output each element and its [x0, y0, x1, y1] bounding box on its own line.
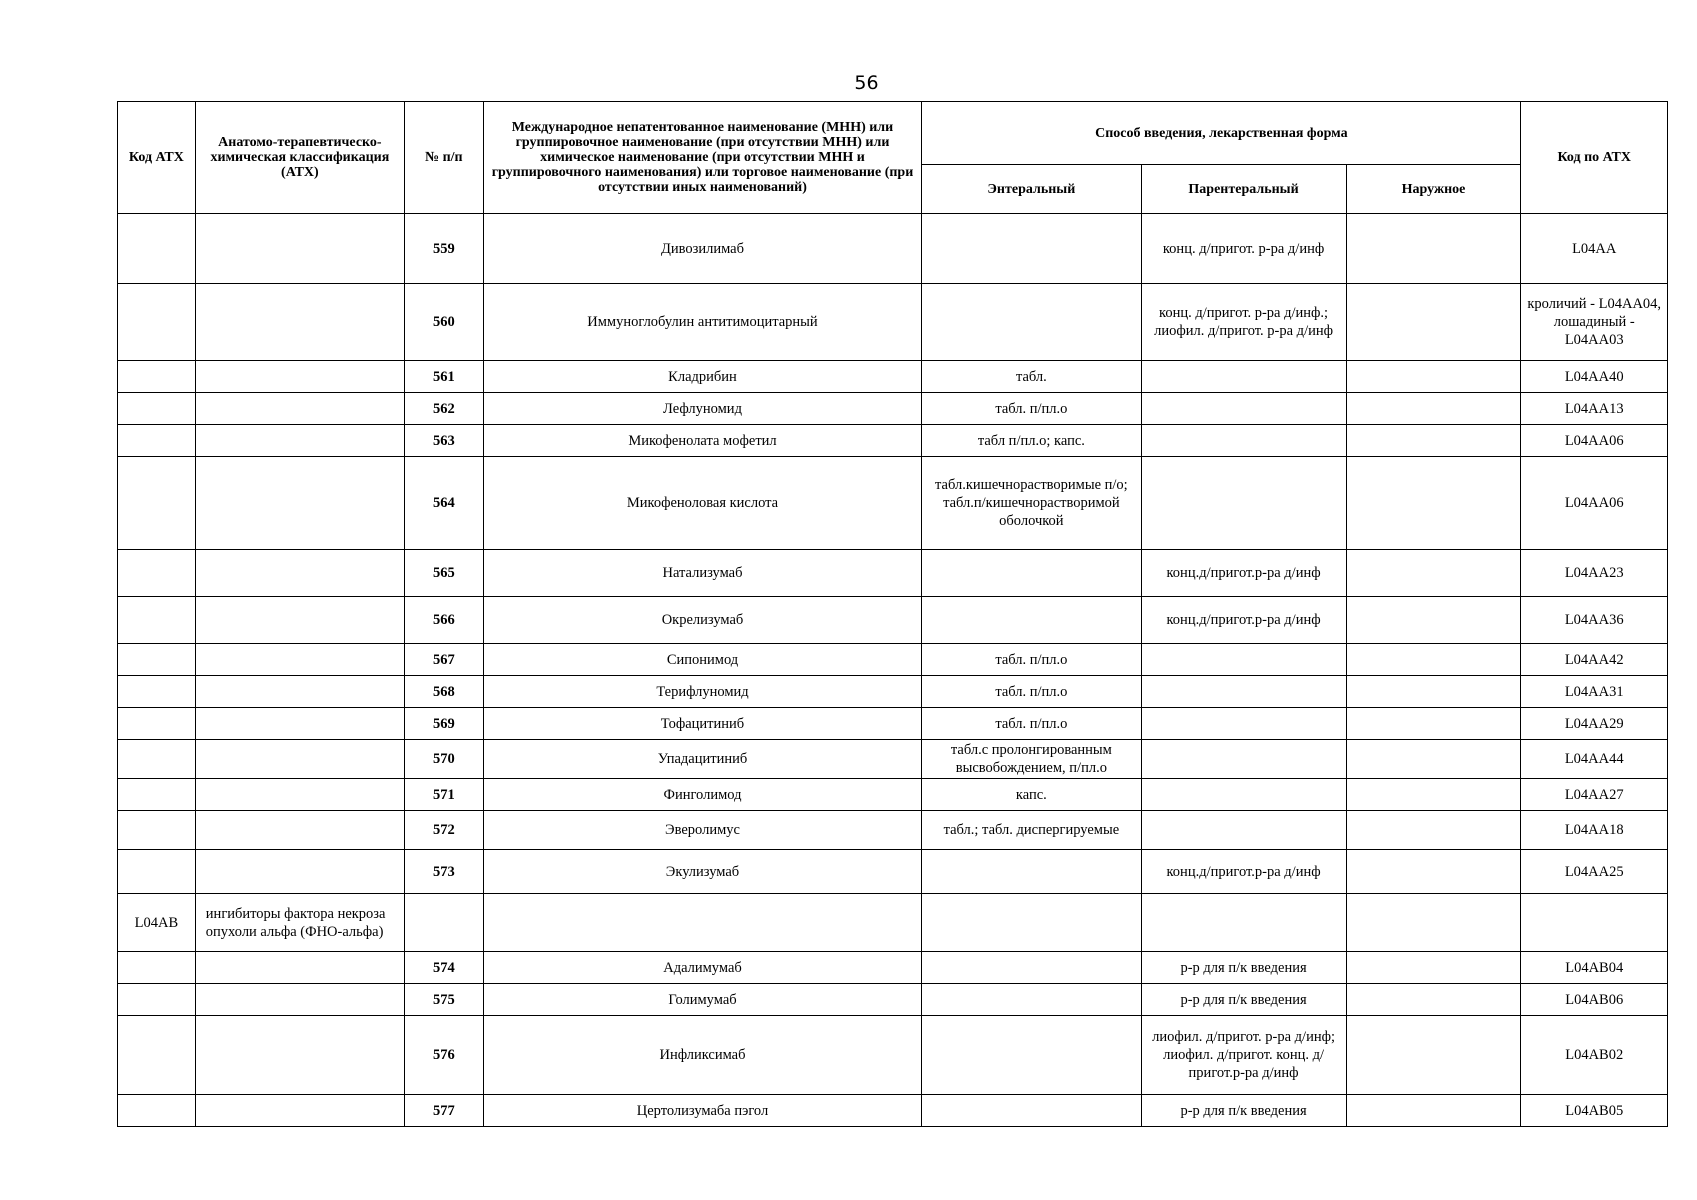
header-number: № п/п: [404, 102, 483, 214]
classification-name: [195, 676, 404, 708]
header-enteral: Энтеральный: [922, 165, 1141, 214]
external-form: [1346, 952, 1521, 984]
classification-name: [195, 1016, 404, 1095]
atx-group-code: L04AB: [118, 894, 196, 952]
table-row: [118, 284, 1668, 361]
drug-name: Упадацитиниб: [483, 740, 922, 779]
external-form: [1346, 284, 1521, 361]
atx-code: L04AA06: [1521, 457, 1668, 550]
table-row: [118, 779, 1668, 811]
atx-code: [1521, 894, 1668, 952]
classification-name: [195, 214, 404, 284]
table-row: [118, 894, 1668, 952]
table-row: [118, 214, 1668, 284]
enteral-form: [922, 1016, 1141, 1095]
enteral-form: [922, 952, 1141, 984]
classification-name: [195, 597, 404, 644]
atx-group-code: [118, 644, 196, 676]
parenteral-form: р-р для п/к введения: [1141, 984, 1346, 1016]
header-parenteral: Парентеральный: [1141, 165, 1346, 214]
atx-code: L04AA25: [1521, 850, 1668, 894]
enteral-form: [922, 214, 1141, 284]
external-form: [1346, 597, 1521, 644]
header-atx-by: Код по АТХ: [1521, 102, 1668, 214]
atx-group-code: [118, 740, 196, 779]
atx-group-code: [118, 1016, 196, 1095]
external-form: [1346, 457, 1521, 550]
enteral-form: табл п/пл.о; капс.: [922, 425, 1141, 457]
atx-group-code: [118, 457, 196, 550]
external-form: [1346, 214, 1521, 284]
parenteral-form: [1141, 708, 1346, 740]
external-form: [1346, 644, 1521, 676]
atx-group-code: [118, 1095, 196, 1127]
parenteral-form: [1141, 740, 1346, 779]
atx-code: L04AB06: [1521, 984, 1668, 1016]
parenteral-form: лиофил. д/пригот. р-ра д/инф; лиофил. д/пригот. конц. д/пригот.р-ра д/инф: [1141, 1016, 1346, 1095]
parenteral-form: конц.д/пригот.р-ра д/инф: [1141, 550, 1346, 597]
atx-group-code: [118, 284, 196, 361]
enteral-form: [922, 550, 1141, 597]
parenteral-form: [1141, 811, 1346, 850]
drug-classification-table: [117, 101, 1668, 1127]
parenteral-form: [1141, 644, 1346, 676]
drug-name: Экулизумаб: [483, 850, 922, 894]
enteral-form: [922, 850, 1141, 894]
row-number: 568: [404, 676, 483, 708]
classification-name: [195, 361, 404, 393]
table-body: [118, 214, 1668, 1127]
enteral-form: [922, 597, 1141, 644]
classification-name: [195, 984, 404, 1016]
header-classification: Анатомо-терапевтическо-химическая классификация (АТХ): [195, 102, 404, 214]
external-form: [1346, 676, 1521, 708]
parenteral-form: [1141, 676, 1346, 708]
classification-name: [195, 779, 404, 811]
header-name: Международное непатентованное наименование (МНН) или группировочное наименование (при отсутствии МНН) или химическое наименование (при отсутствии МНН и группировочного наименования) или торговое наименование (при отсутствии иных наименований): [483, 102, 922, 214]
atx-code: кроличий - L04AA04, лошадиный - L04AA03: [1521, 284, 1668, 361]
atx-group-code: [118, 393, 196, 425]
external-form: [1346, 361, 1521, 393]
atx-code: L04AB05: [1521, 1095, 1668, 1127]
table-row: [118, 676, 1668, 708]
enteral-form: капс.: [922, 779, 1141, 811]
row-number: 572: [404, 811, 483, 850]
enteral-form: табл. п/пл.о: [922, 676, 1141, 708]
drug-name: [483, 894, 922, 952]
row-number: 577: [404, 1095, 483, 1127]
enteral-form: табл.с пролонгированным высвобождением, п/пл.о: [922, 740, 1141, 779]
table-row: [118, 708, 1668, 740]
classification-name: [195, 457, 404, 550]
row-number: 563: [404, 425, 483, 457]
atx-code: L04AA29: [1521, 708, 1668, 740]
classification-name: [195, 284, 404, 361]
drug-name: Кладрибин: [483, 361, 922, 393]
external-form: [1346, 1095, 1521, 1127]
row-number: 576: [404, 1016, 483, 1095]
enteral-form: табл.кишечнорастворимые п/о; табл.п/кишечнорастворимой оболочкой: [922, 457, 1141, 550]
enteral-form: табл. п/пл.о: [922, 708, 1141, 740]
atx-code: L04AA23: [1521, 550, 1668, 597]
table-row: [118, 597, 1668, 644]
row-number: [404, 894, 483, 952]
drug-name: Окрелизумаб: [483, 597, 922, 644]
drug-name: Тофацитиниб: [483, 708, 922, 740]
drug-name: Микофеноловая кислота: [483, 457, 922, 550]
external-form: [1346, 850, 1521, 894]
drug-name: Микофенолата мофетил: [483, 425, 922, 457]
drug-name: Инфликсимаб: [483, 1016, 922, 1095]
atx-code: L04AA40: [1521, 361, 1668, 393]
classification-name: [195, 550, 404, 597]
classification-name: [195, 850, 404, 894]
row-number: 559: [404, 214, 483, 284]
row-number: 571: [404, 779, 483, 811]
drug-name: Сипонимод: [483, 644, 922, 676]
enteral-form: [922, 1095, 1141, 1127]
drug-name: Финголимод: [483, 779, 922, 811]
row-number: 574: [404, 952, 483, 984]
external-form: [1346, 425, 1521, 457]
drug-name: Натализумаб: [483, 550, 922, 597]
row-number: 566: [404, 597, 483, 644]
atx-code: L04AA27: [1521, 779, 1668, 811]
table-row: [118, 457, 1668, 550]
atx-group-code: [118, 550, 196, 597]
table-row: [118, 393, 1668, 425]
parenteral-form: конц.д/пригот.р-ра д/инф: [1141, 597, 1346, 644]
atx-group-code: [118, 850, 196, 894]
classification-name: [195, 708, 404, 740]
drug-name: Адалимумаб: [483, 952, 922, 984]
parenteral-form: [1141, 779, 1346, 811]
atx-code: L04AA42: [1521, 644, 1668, 676]
atx-code: L04AA31: [1521, 676, 1668, 708]
drug-name: Иммуноглобулин антитимоцитарный: [483, 284, 922, 361]
drug-name: Терифлуномид: [483, 676, 922, 708]
table-row: [118, 1095, 1668, 1127]
enteral-form: табл.: [922, 361, 1141, 393]
table-row: [118, 740, 1668, 779]
parenteral-form: [1141, 393, 1346, 425]
enteral-form: табл. п/пл.о: [922, 644, 1141, 676]
atx-group-code: [118, 214, 196, 284]
parenteral-form: р-р для п/к введения: [1141, 1095, 1346, 1127]
table-row: [118, 644, 1668, 676]
classification-name: [195, 393, 404, 425]
row-number: 565: [404, 550, 483, 597]
table-row: [118, 550, 1668, 597]
atx-code: L04AA06: [1521, 425, 1668, 457]
external-form: [1346, 811, 1521, 850]
classification-name: [195, 644, 404, 676]
table-row: [118, 425, 1668, 457]
table-row: [118, 811, 1668, 850]
table-row: [118, 952, 1668, 984]
external-form: [1346, 984, 1521, 1016]
enteral-form: табл. п/пл.о: [922, 393, 1141, 425]
row-number: 575: [404, 984, 483, 1016]
drug-name: Дивозилимаб: [483, 214, 922, 284]
parenteral-form: [1141, 425, 1346, 457]
enteral-form: [922, 984, 1141, 1016]
atx-group-code: [118, 676, 196, 708]
header-route: Способ введения, лекарственная форма: [922, 102, 1521, 165]
atx-group-code: [118, 811, 196, 850]
row-number: 567: [404, 644, 483, 676]
atx-code: L04AA18: [1521, 811, 1668, 850]
drug-name: Цертолизумаба пэгол: [483, 1095, 922, 1127]
row-number: 560: [404, 284, 483, 361]
row-number: 569: [404, 708, 483, 740]
row-number: 562: [404, 393, 483, 425]
atx-group-code: [118, 779, 196, 811]
external-form: [1346, 894, 1521, 952]
atx-code: L04AB02: [1521, 1016, 1668, 1095]
table-row: [118, 850, 1668, 894]
drug-name: Эверолимус: [483, 811, 922, 850]
external-form: [1346, 740, 1521, 779]
external-form: [1346, 1016, 1521, 1095]
atx-code: L04AA: [1521, 214, 1668, 284]
drug-name: Лефлуномид: [483, 393, 922, 425]
classification-name: [195, 740, 404, 779]
external-form: [1346, 393, 1521, 425]
parenteral-form: р-р для п/к введения: [1141, 952, 1346, 984]
atx-group-code: [118, 361, 196, 393]
parenteral-form: [1141, 361, 1346, 393]
table-row: [118, 361, 1668, 393]
atx-code: L04AA36: [1521, 597, 1668, 644]
page-number: 56: [854, 72, 879, 94]
row-number: 573: [404, 850, 483, 894]
parenteral-form: [1141, 457, 1346, 550]
atx-group-code: [118, 708, 196, 740]
row-number: 570: [404, 740, 483, 779]
header-atx-code: Код АТХ: [118, 102, 196, 214]
enteral-form: табл.; табл. диспергируемые: [922, 811, 1141, 850]
classification-name: [195, 1095, 404, 1127]
external-form: [1346, 708, 1521, 740]
atx-group-code: [118, 984, 196, 1016]
parenteral-form: конц. д/пригот. р-ра д/инф.; лиофил. д/пригот. р-ра д/инф: [1141, 284, 1346, 361]
atx-code: L04AA44: [1521, 740, 1668, 779]
atx-group-code: [118, 597, 196, 644]
external-form: [1346, 779, 1521, 811]
table-row: [118, 984, 1668, 1016]
external-form: [1346, 550, 1521, 597]
table-row: [118, 1016, 1668, 1095]
classification-name: [195, 952, 404, 984]
atx-code: L04AB04: [1521, 952, 1668, 984]
parenteral-form: [1141, 894, 1346, 952]
atx-code: L04AA13: [1521, 393, 1668, 425]
parenteral-form: конц.д/пригот.р-ра д/инф: [1141, 850, 1346, 894]
header-external: Наружное: [1346, 165, 1521, 214]
drug-name: Голимумаб: [483, 984, 922, 1016]
classification-name: [195, 425, 404, 457]
enteral-form: [922, 894, 1141, 952]
row-number: 564: [404, 457, 483, 550]
classification-name: [195, 811, 404, 850]
parenteral-form: конц. д/пригот. р-ра д/инф: [1141, 214, 1346, 284]
atx-group-code: [118, 952, 196, 984]
enteral-form: [922, 284, 1141, 361]
row-number: 561: [404, 361, 483, 393]
atx-group-code: [118, 425, 196, 457]
classification-name: ингибиторы фактора некроза опухоли альфа (ФНО-альфа): [195, 894, 404, 952]
